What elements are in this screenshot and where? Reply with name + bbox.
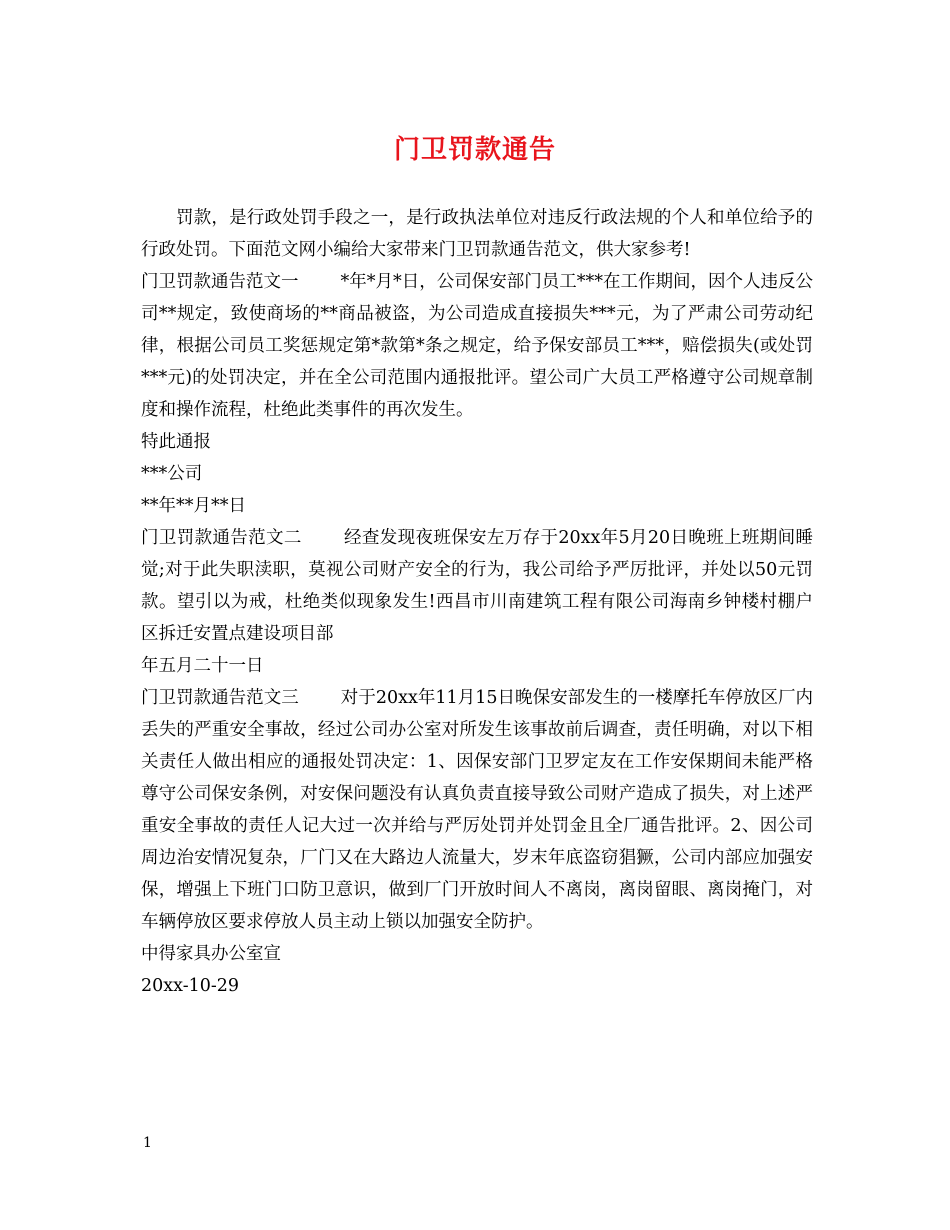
sample1-paragraph bbox=[141, 266, 813, 426]
sample3-signature: 中得家具办公室宣 bbox=[141, 944, 281, 964]
intro-paragraph: 罚款，是行政处罚手段之一，是行政执法单位对违反行政法规的个人和单位给予的行政处罚。下面范文网小编给大家带来门卫罚款通告范文，供大家参考! bbox=[141, 208, 813, 260]
sample2-label: 门卫罚款通告范文二 bbox=[141, 528, 302, 548]
document-title: 门卫罚款通告 bbox=[393, 135, 556, 165]
sample2-paragraph bbox=[141, 522, 813, 650]
sample1-closing: 特此通报 bbox=[141, 432, 211, 452]
sample1-date: **年**月**日 bbox=[141, 496, 246, 516]
sample1-label: 门卫罚款通告范文一 bbox=[141, 272, 299, 292]
sample3-text: 对于20xx年11月15日晚保安部发生的一楼摩托车停放区厂内丢失的严重安全事故，经过公司办公室对所发生该事故前后调查，责任明确，对以下相关责任人做出相应的通报处罚决定：1、因保安部门卫罗定友在工作安保期间未能严格尊守公司保安条例，对安保问题没有认真负责直接导致公司财产造成了损失，对上述严重安全事故的责任人记大过一次并给与严厉处罚并处罚金且全厂通告批评。2、因公司周边治安情况复杂，厂门又在大路边人流量大，岁末年底盗窃猖獗，公司内部应加强安保，增强上下班门口防卫意识，做到厂门开放时间人不离岗，离岗留眼、离岗掩门，对车辆停放区要求停放人员主动上锁以加强安全防护。 bbox=[141, 688, 814, 932]
sample3-paragraph bbox=[141, 682, 813, 938]
document-body bbox=[141, 202, 813, 1002]
sample1-text: *年*月*日，公司保安部门员工***在工作期间，因个人违反公司**规定，致使商场的**商品被盗，为公司造成直接损失***元，为了严肃公司劳动纪律，根据公司员工奖惩规定第*款第*条之规定，给予保安部员工***，赔偿损失(或处罚***元)的处罚决定，并在全公司范围内通报批评。望公司广大员工严格遵守公司规章制度和操作流程，杜绝此类事件的再次发生。 bbox=[141, 272, 813, 420]
sample3-date: 20xx-10-29 bbox=[141, 976, 240, 996]
page-number: 1 bbox=[143, 1135, 152, 1151]
sample2-text: 经查发现夜班保安左万存于20xx年5月20日晚班上班期间睡觉;对于此失职渎职，莫视公司财产安全的行为，我公司给予严厉批评，并处以50元罚款。望引以为戒，杜绝类似现象发生!西昌市川南建筑工程有限公司海南乡钟楼村棚户区拆迁安置点建设项目部 bbox=[141, 528, 813, 644]
sample3-label: 门卫罚款通告范文三 bbox=[141, 688, 299, 708]
sample2-date: 年五月二十一日 bbox=[141, 656, 264, 676]
sample1-company: ***公司 bbox=[141, 464, 203, 484]
